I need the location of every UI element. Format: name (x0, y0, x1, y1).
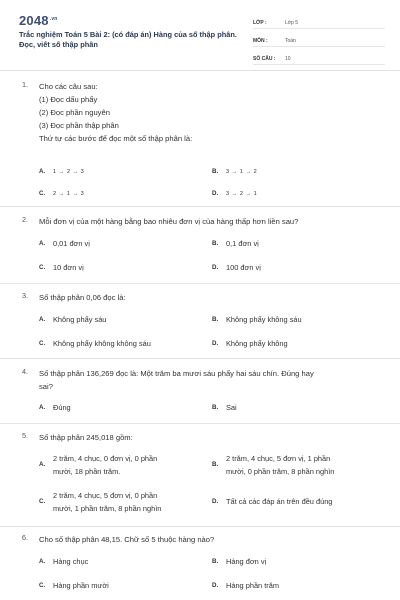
option-a[interactable] (39, 238, 90, 250)
option-key: A. (39, 168, 46, 175)
meta-value: 10 (285, 56, 291, 62)
question-divider (0, 358, 400, 359)
option-text: 1 → 2 → 3 (53, 169, 85, 175)
question-divider (0, 423, 400, 424)
question-divider (0, 206, 400, 207)
meta-row-class (253, 14, 385, 29)
question-line: Cho các câu sau: (39, 82, 98, 91)
worksheet-title: Trắc nghiệm Toán 5 Bài 2: (có đáp án) Hàng của số thập phân. Đọc, viết số thập phân (19, 30, 237, 49)
option-key: B. (212, 461, 219, 468)
option-key: D. (212, 498, 219, 505)
option-text: Hàng phần mười (53, 581, 109, 590)
option-line: 2 trăm, 4 chục, 5 đơn vị, 1 phần (226, 454, 331, 463)
option-a[interactable] (39, 452, 183, 478)
meta-value: Toán (285, 38, 296, 44)
option-line: 2 trăm, 4 chục, 0 đơn vị, 0 phần (53, 454, 158, 463)
logo-suffix: .vn (49, 16, 58, 22)
option-c[interactable] (39, 262, 84, 274)
question-text (39, 431, 379, 444)
option-text (53, 452, 183, 478)
option-key: B. (212, 240, 219, 247)
question-text (39, 291, 379, 304)
question-number: 1. (22, 80, 28, 89)
question-number: 4. (22, 367, 28, 376)
question-line: Thứ tự các bước để đọc một số thập phân là: (39, 134, 193, 143)
option-b[interactable] (212, 314, 302, 326)
option-a[interactable] (39, 166, 84, 178)
option-text (226, 452, 376, 478)
option-text: Không phẩy không sáu (226, 315, 302, 324)
option-text: 0,1 đơn vị (226, 239, 259, 248)
question-line: Số thập phân 136,269 đọc là: Một trăm ba mươi sáu phẩy hai sáu chín. Đúng hay (39, 369, 314, 378)
question-line: (2) Đọc phần nguyên (39, 108, 110, 117)
question-line: (3) Đọc phần thập phân (39, 121, 119, 130)
option-text: 0,01 đơn vị (53, 239, 90, 248)
question-line: Số thập phân 245,018 gồm: (39, 433, 133, 442)
option-text: 10 đơn vị (53, 263, 84, 272)
question-divider (0, 283, 400, 284)
option-line: 2 trăm, 4 chục, 5 đơn vị, 0 phần (53, 491, 158, 500)
option-text: 3 → 2 → 1 (226, 191, 258, 197)
question-line: (1) Đọc dấu phẩy (39, 95, 98, 104)
question-line: Cho số thập phân 48,15. Chữ số 5 thuộc hàng nào? (39, 535, 215, 544)
option-text: Không phẩy không không sáu (53, 339, 151, 348)
option-key: B. (212, 316, 219, 323)
option-key: C. (39, 190, 46, 197)
option-d[interactable] (212, 262, 261, 274)
meta-row-subject (253, 32, 385, 47)
question-text (39, 367, 379, 393)
worksheet-header (0, 0, 400, 66)
option-text: Không phẩy không (226, 339, 288, 348)
site-logo[interactable] (19, 13, 58, 28)
option-key: C. (39, 340, 46, 347)
option-key: D. (212, 264, 219, 271)
option-text: Tất cả các đáp án trên đều đúng (226, 497, 333, 506)
option-key: B. (212, 404, 219, 411)
option-key: A. (39, 558, 46, 565)
option-text: Hàng đơn vị (226, 557, 267, 566)
option-d[interactable] (212, 338, 288, 350)
worksheet-meta (253, 14, 385, 65)
option-text: Hàng phần trăm (226, 581, 279, 590)
question-number: 2. (22, 215, 28, 224)
option-text: 100 đơn vị (226, 263, 261, 272)
option-key: A. (39, 461, 46, 468)
option-key: A. (39, 316, 46, 323)
option-b[interactable] (212, 556, 266, 568)
option-d[interactable] (212, 580, 279, 592)
logo-text: 2048 (19, 13, 49, 28)
option-key: C. (39, 582, 46, 589)
option-text: Không phẩy sáu (53, 315, 107, 324)
question-number: 5. (22, 431, 28, 440)
option-key: D. (212, 340, 219, 347)
option-a[interactable] (39, 402, 71, 414)
option-c[interactable] (39, 489, 203, 515)
option-b[interactable] (212, 166, 257, 178)
question-line: Số thập phân 0,06 đọc là: (39, 293, 126, 302)
option-key: D. (212, 582, 219, 589)
meta-value: Lớp 5 (285, 20, 299, 26)
question-text (39, 533, 379, 546)
option-a[interactable] (39, 556, 88, 568)
option-c[interactable] (39, 188, 84, 200)
question-line: Mỗi đơn vị của một hàng bằng bao nhiêu đơn vị của hàng thấp hơn liền sau? (39, 217, 299, 226)
question-number: 3. (22, 291, 28, 300)
meta-key: MÔN : (253, 38, 268, 44)
option-c[interactable] (39, 338, 151, 350)
option-c[interactable] (39, 580, 109, 592)
option-key: C. (39, 498, 46, 505)
question-text (39, 80, 379, 145)
option-text: 2 → 1 → 3 (53, 191, 85, 197)
question-number: 6. (22, 533, 28, 542)
option-line: mười, 1 phần trăm, 8 phần nghìn (53, 504, 162, 513)
option-key: A. (39, 404, 46, 411)
meta-row-count (253, 50, 385, 65)
option-key: C. (39, 264, 46, 271)
option-key: A. (39, 240, 46, 247)
question-text (39, 215, 379, 228)
option-d[interactable] (212, 496, 332, 508)
header-divider (0, 70, 400, 71)
meta-key: SỐ CÂU : (253, 56, 276, 62)
option-a[interactable] (39, 314, 106, 326)
option-text: Hàng chục (53, 557, 89, 566)
option-line: mười, 18 phần trăm. (53, 467, 121, 476)
option-text: 3 → 1 → 2 (226, 169, 258, 175)
question-divider (0, 526, 400, 527)
option-b[interactable] (212, 452, 376, 478)
meta-key: LỚP : (253, 20, 267, 26)
option-b[interactable] (212, 402, 237, 414)
option-key: B. (212, 168, 219, 175)
option-key: D. (212, 190, 219, 197)
option-line: mười, 0 phần trăm, 8 phần nghìn (226, 467, 335, 476)
option-b[interactable] (212, 238, 259, 250)
option-key: B. (212, 558, 219, 565)
question-line: sai? (39, 382, 53, 391)
option-text (53, 489, 203, 515)
option-text: Đúng (53, 403, 71, 412)
option-text: Sai (226, 403, 237, 412)
option-d[interactable] (212, 188, 257, 200)
